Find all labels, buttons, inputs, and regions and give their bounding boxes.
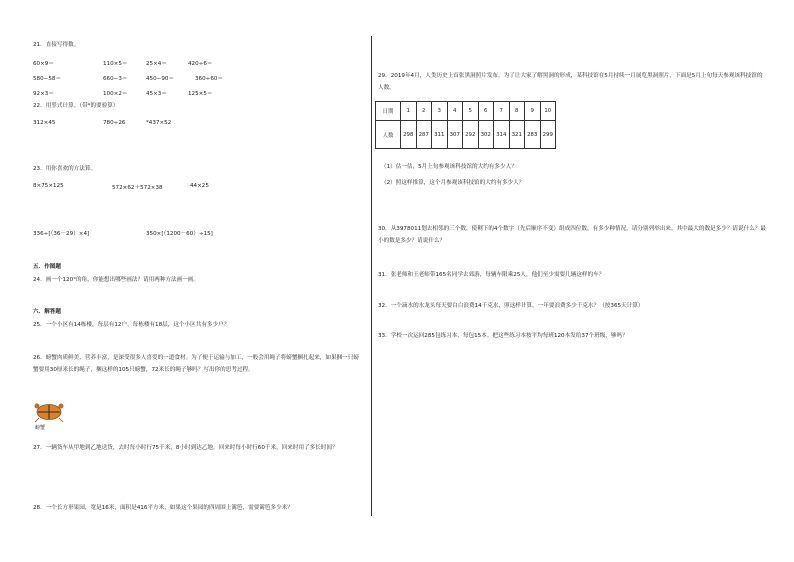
table-count-cell: 283 bbox=[525, 121, 541, 149]
table-date-cell: 8 bbox=[509, 102, 525, 121]
table-header-cell: 日期 bbox=[376, 102, 401, 121]
q29-text: 29．2019年4月，人类历史上首张黑洞照片发布。为了让大家了解黑洞的形成，某科技馆在5月持续一月展览黑洞照片，下面是5月上旬每天参观该科技馆的人数。 bbox=[378, 73, 763, 91]
crab-caption: 螃蟹 bbox=[35, 425, 46, 431]
q21-item: 580−58＝ bbox=[33, 76, 62, 82]
table-header-row bbox=[376, 102, 556, 121]
q21-item: 420÷6＝ bbox=[188, 61, 213, 67]
q23-item: 350×[（1200－60）÷15] bbox=[146, 231, 213, 237]
table-date-cell: 1 bbox=[401, 102, 417, 121]
table-date-cell: 3 bbox=[432, 102, 448, 121]
q23-item: 44×25 bbox=[190, 183, 209, 189]
column-divider bbox=[371, 36, 372, 516]
q21-item: 25×4＝ bbox=[146, 61, 167, 67]
q27-text: 27．一辆货车从甲地到乙地送货，去时每小时行75千米，8小时到达乙地。回来时每小时行60千米，回来时用了多长时间？ bbox=[33, 445, 338, 451]
table-count-cell: 311 bbox=[432, 121, 448, 149]
q22-item: 312×45 bbox=[33, 120, 56, 126]
table-count-cell: 307 bbox=[447, 121, 463, 149]
q26-text: 26．螃蟹肉质鲜美、营养丰富，是深受很多人喜爱的一道食材。为了便于运输与加工，一般会用绳子将螃蟹捆扎起来，如果捆一只螃蟹要用30厘米长的绳子，捆这样的105只螃蟹，72米长的绳子够吗？写出你的思考过程。 bbox=[33, 355, 359, 373]
q21-item: 92×3＝ bbox=[33, 91, 54, 97]
q23-item: 336÷[（36－29）×4] bbox=[33, 231, 90, 237]
q23-title: 23．用你喜欢的方法算。 bbox=[33, 166, 97, 172]
table-date-cell: 6 bbox=[478, 102, 494, 121]
q23-item: 8×75×125 bbox=[33, 183, 64, 189]
table-count-cell: 299 bbox=[540, 121, 556, 149]
visitor-table bbox=[375, 101, 556, 149]
table-count-cell: 321 bbox=[509, 121, 525, 149]
table-count-row bbox=[376, 121, 556, 149]
q22-item: *437×52 bbox=[146, 120, 172, 126]
table-count-cell: 302 bbox=[478, 121, 494, 149]
q25-text: 25．一个小区有14栋楼，每层有12户，每栋楼有18层，这个小区共有多少户？ bbox=[33, 322, 230, 328]
q29-part-1: （1）估一估，5月上旬参观该科技馆的大约有多少人？ bbox=[381, 164, 517, 170]
section-6-heading: 六．解答题 bbox=[33, 309, 61, 315]
q21-item: 125×5＝ bbox=[188, 91, 213, 97]
q21-item: 360÷60＝ bbox=[195, 76, 224, 82]
q21-item: 100×2＝ bbox=[103, 91, 128, 97]
q23-item: 572×62＋572×38 bbox=[112, 185, 163, 191]
table-count-cell: 298 bbox=[401, 121, 417, 149]
q21-item: 450−90＝ bbox=[146, 76, 175, 82]
table-row-label: 人数 bbox=[376, 121, 401, 149]
q24-text: 24．画一个120°的角，你能想出哪些画法？请用两种方法画一画。 bbox=[33, 277, 200, 283]
q28-text: 28．一个长方形果园，宽是16米，面积是416平方米，如果这个果园的四周围上篱笆，需要篱笆多少米？ bbox=[33, 505, 293, 511]
crab-image bbox=[33, 401, 65, 423]
table-date-cell: 5 bbox=[463, 102, 479, 121]
q21-item: 660−3＝ bbox=[103, 76, 128, 82]
q22-item: 780÷26 bbox=[103, 120, 126, 126]
q21-title: 21．直接写得数。 bbox=[33, 42, 80, 48]
q22-title: 22．用竖式计算。（带*的要验算） bbox=[33, 103, 119, 109]
q31-text: 31．张老师和王老师带165名同学去郊游，每辆车限乘25人，他们至少需要几辆这样的车？ bbox=[378, 272, 605, 278]
table-date-cell: 7 bbox=[494, 102, 510, 121]
table-date-cell: 4 bbox=[447, 102, 463, 121]
table-count-cell: 314 bbox=[494, 121, 510, 149]
q32-text: 32．一个滴水的水龙头每天要白白浪费14千克水，照这样计算，一年要浪费多少千克水？（按365天计算） bbox=[378, 303, 644, 309]
table-date-cell: 2 bbox=[416, 102, 432, 121]
table-date-cell: 10 bbox=[540, 102, 556, 121]
table-count-cell: 287 bbox=[416, 121, 432, 149]
q30-text: 30．从3978011划去相邻的三个数，使剩下的4个数字（先后顺序不变）组成四位数，有多少种情况，请分别列举出来。其中最大的数是多少？请说什么？最小的数是多少？请说什么？ bbox=[378, 226, 766, 244]
q29-part-2: （2）照这样推算，这个月参观该科技馆的大约有多少人？ bbox=[381, 180, 525, 186]
q21-item: 110×5＝ bbox=[103, 61, 128, 67]
table-date-cell: 9 bbox=[525, 102, 541, 121]
q21-item: 60×9＝ bbox=[33, 61, 54, 67]
table-count-cell: 292 bbox=[463, 121, 479, 149]
q33-text: 33．学校一次运回285包练习本，每包15本。把这些练习本按平均每班120本发给37个班级，够吗？ bbox=[378, 333, 628, 339]
section-5-heading: 五．作图题 bbox=[33, 264, 61, 270]
q21-item: 45×3＝ bbox=[146, 91, 167, 97]
